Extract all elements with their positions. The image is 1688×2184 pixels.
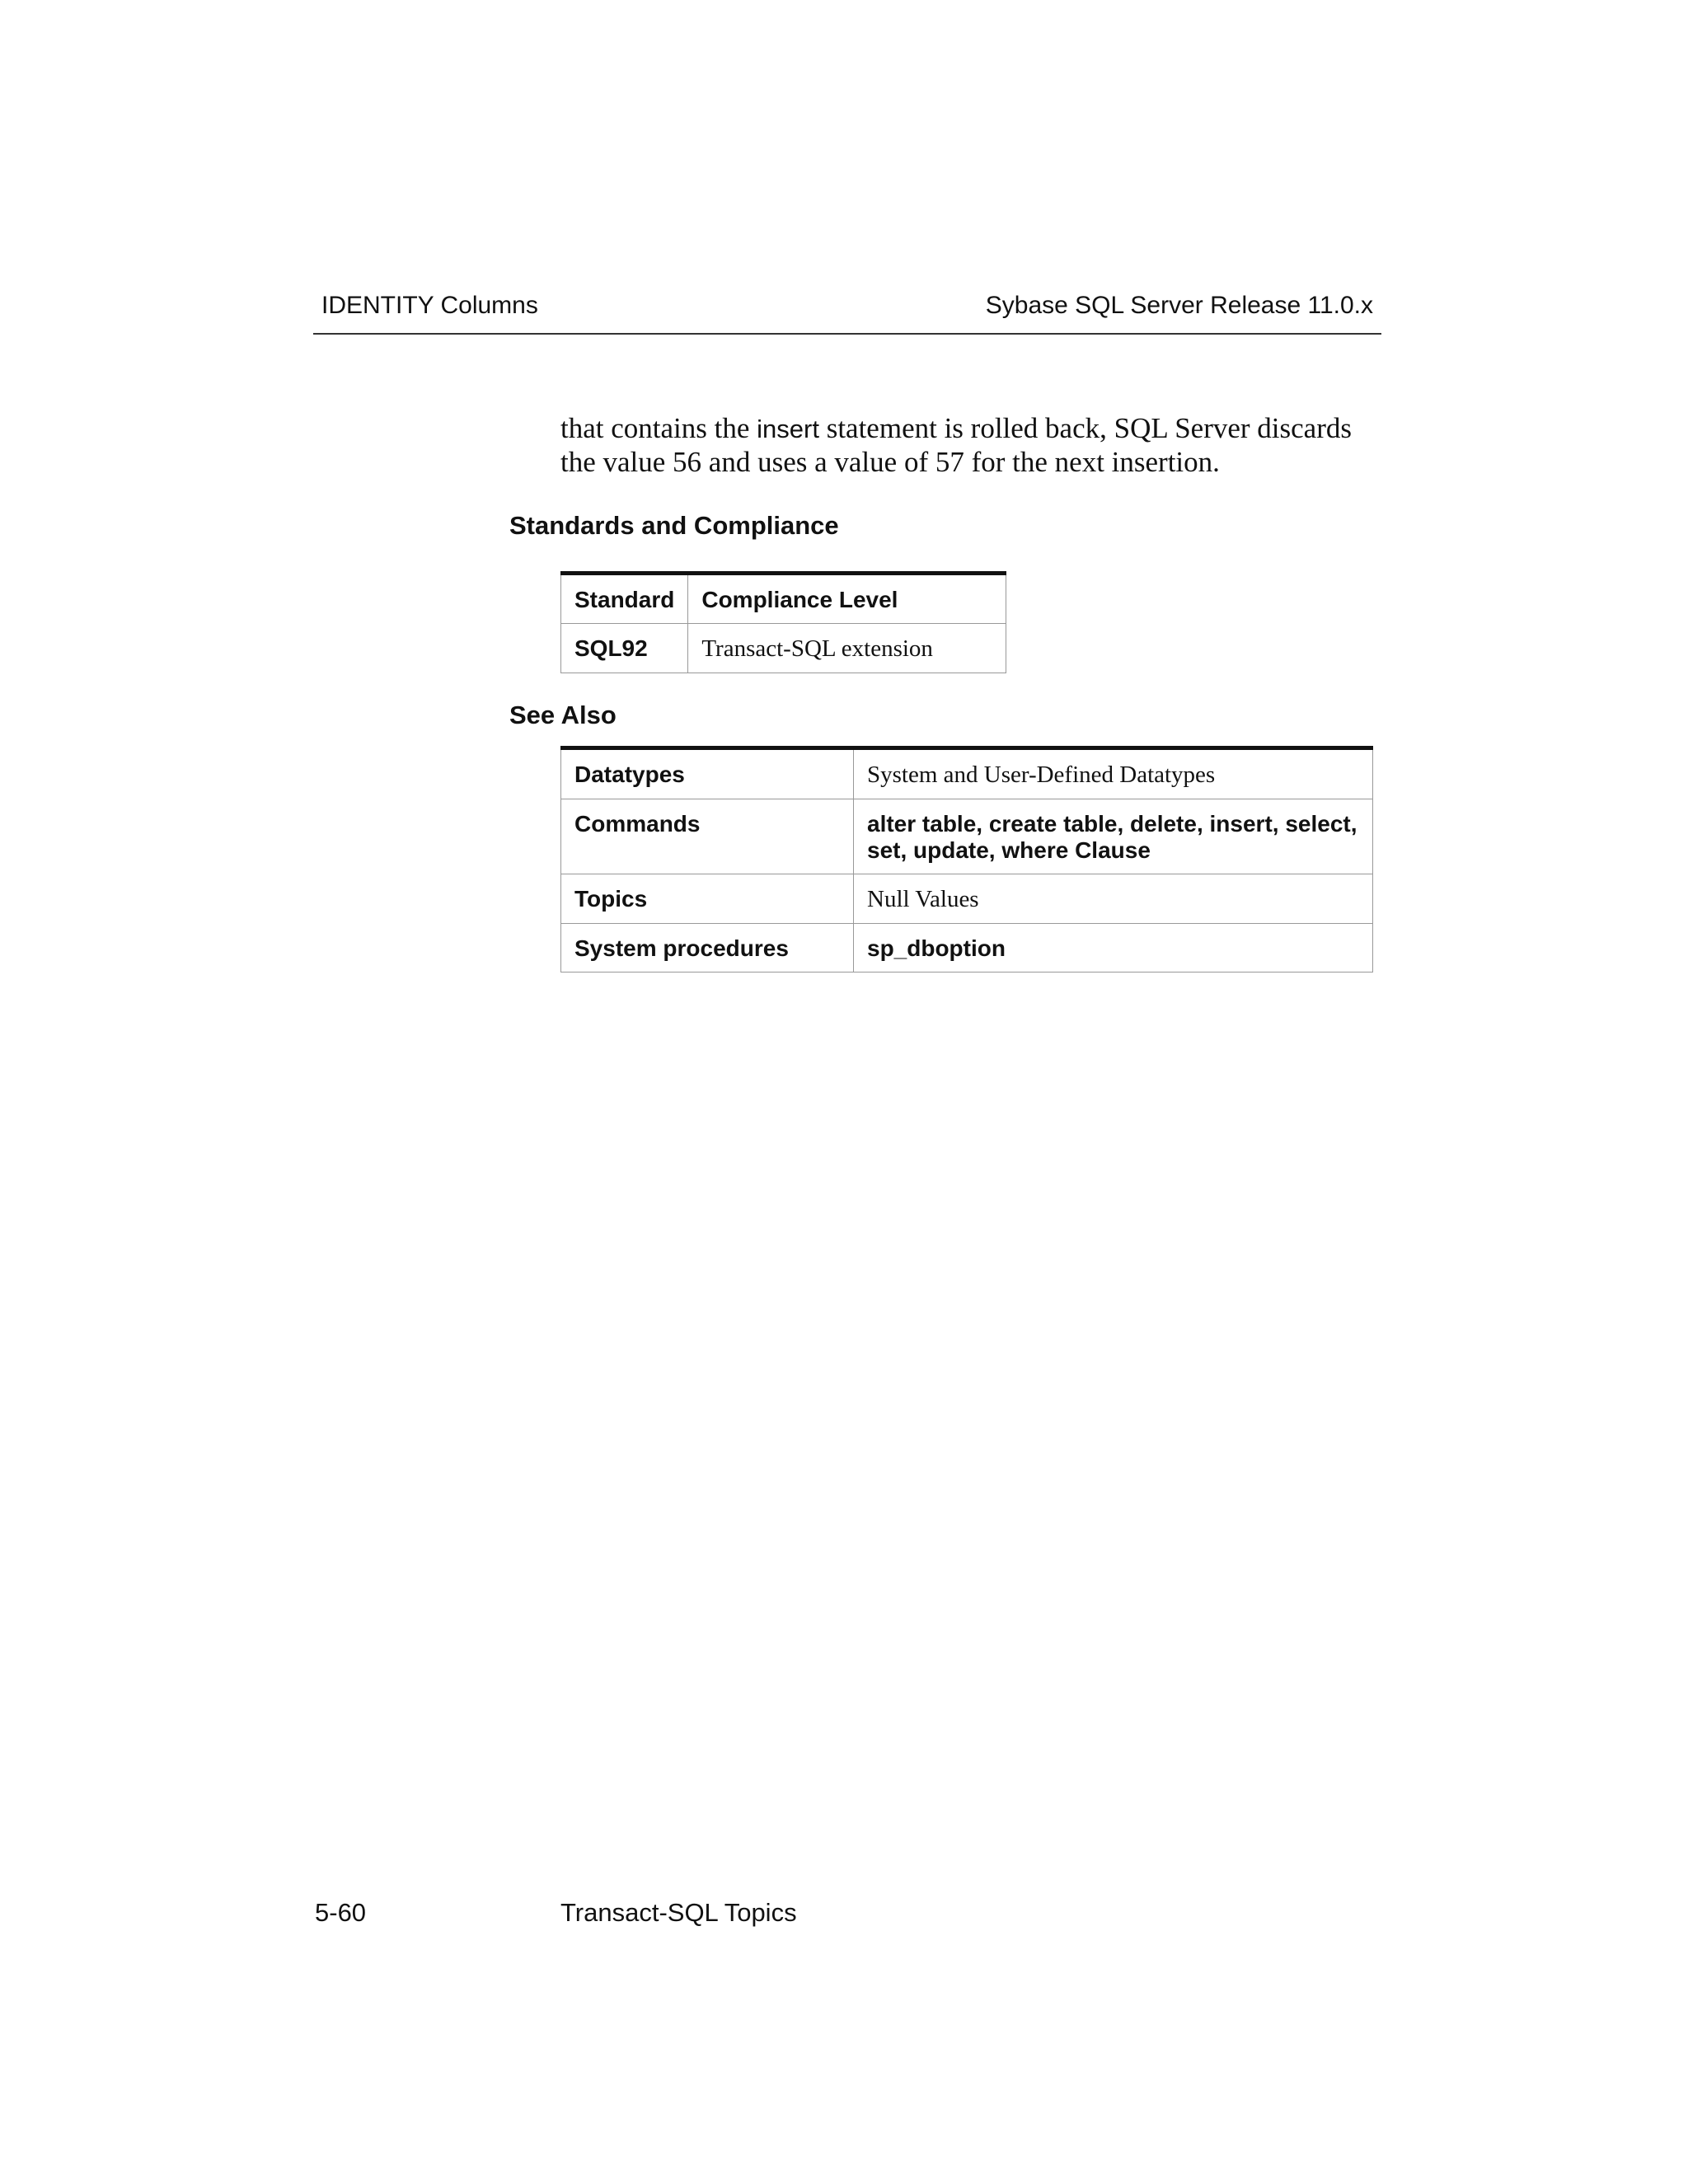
see-also-value-topics: Null Values: [854, 874, 1373, 924]
see-also-value-system-procedures: sp_dboption: [854, 924, 1373, 972]
standard-column-header: Standard: [561, 574, 688, 624]
table-header-row: [561, 574, 1006, 624]
see-also-label-system-procedures: System procedures: [561, 924, 854, 972]
running-header: [313, 287, 1381, 335]
see-also-value-commands: alter table, create table, delete, insert, select, set, update, where Clause: [854, 799, 1373, 874]
table-row: [561, 799, 1373, 874]
see-also-value-datatypes: System and User-Defined Datatypes: [854, 748, 1373, 799]
compliance-level-column-header: Compliance Level: [688, 574, 1006, 624]
table-row: [561, 748, 1373, 799]
table-row: [561, 874, 1373, 924]
header-book-title: Sybase SQL Server Release 11.0.x: [985, 292, 1373, 319]
see-also-label-datatypes: Datatypes: [561, 748, 854, 799]
see-also-label-commands: Commands: [561, 799, 854, 874]
see-also-table: [560, 746, 1373, 972]
body-line-1: that contains the insert statement is rolled back, SQL Server discards: [560, 412, 1352, 444]
see-also-label-topics: Topics: [561, 874, 854, 924]
compliance-level-cell: Transact-SQL extension: [688, 624, 1006, 673]
footer-chapter-title: Transact-SQL Topics: [560, 1898, 797, 1927]
body-paragraph: [560, 412, 1385, 479]
body-line-2: the value 56 and uses a value of 57 for the next insertion.: [560, 446, 1220, 478]
see-also-heading: See Also: [509, 701, 617, 729]
table-row: [561, 924, 1373, 972]
standards-heading: Standards and Compliance: [509, 511, 839, 540]
insert-keyword: insert: [757, 415, 819, 443]
table-row: [561, 624, 1006, 673]
header-section-title: IDENTITY Columns: [321, 292, 538, 319]
compliance-table: [560, 571, 1006, 673]
footer-page-number: 5-60: [315, 1898, 367, 1927]
standard-cell: SQL92: [561, 624, 688, 673]
